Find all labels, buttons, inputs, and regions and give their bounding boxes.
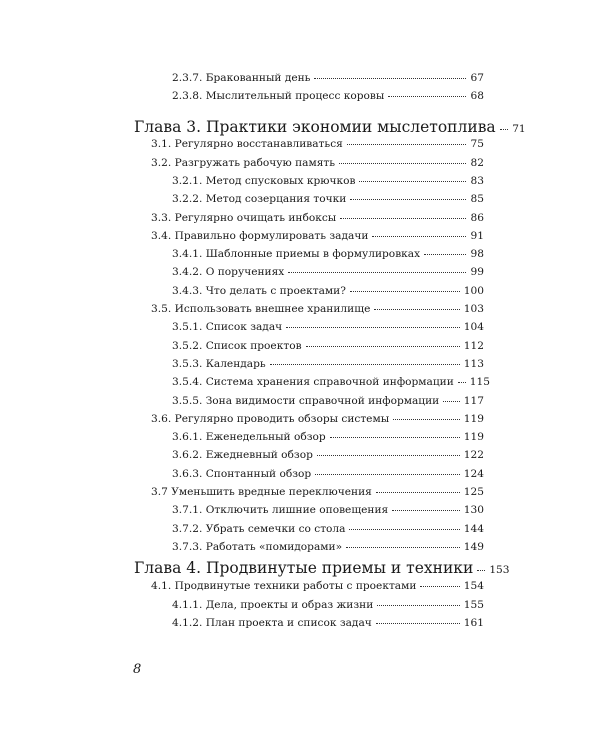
toc-entry-title: 4.1. Продвинутые техники работы с проектами [151,580,417,592]
toc-entry-title: 3.2.1. Метод спусковых крючков [172,175,356,187]
toc-entry-page: 161 [463,617,484,629]
dot-leader [340,218,466,219]
toc-entry-title: 3.1. Регулярно восстанавливаться [151,138,343,150]
toc-entry-page: 154 [463,580,484,592]
page-number: 8 [133,662,142,677]
toc-entry-title: Глава 4. Продвинутые приемы и техники [134,559,474,577]
toc-entry [151,484,484,500]
toc-entry-title: 3.5. Использовать внешнее хранилище [151,303,371,315]
toc-entry [172,264,484,280]
dot-leader [350,291,460,292]
toc-entry [172,429,484,445]
toc-entry-page: 112 [463,340,484,352]
dot-leader [392,510,460,511]
toc-entry-title: 3.5.5. Зона видимости справочной информации [172,395,440,407]
toc-entry-page: 86 [470,212,484,224]
toc-entry-page: 104 [463,321,484,333]
dot-leader [286,327,460,328]
toc-entry [151,301,484,317]
toc-entry-title: 3.5.2. Список проектов [172,340,302,352]
toc-entry-title: 3.5.1. Список задач [172,321,283,333]
toc-entry-title: 3.7.2. Убрать семечки со стола [172,523,346,535]
toc-entry [172,393,484,409]
toc-entry-title: 3.7.3. Работать «помидорами» [172,541,343,553]
toc-entry [151,210,484,226]
dot-leader [424,254,466,255]
toc-entry-page: 125 [463,486,484,498]
dot-leader [377,605,460,606]
toc-entry [172,173,484,189]
dot-leader [330,437,460,438]
toc-entry-page: 124 [463,468,484,480]
toc-entry-page: 67 [470,72,484,84]
toc-entry [172,521,484,537]
toc-entry-title: 3.4.2. О поручениях [172,266,285,278]
dot-leader [372,236,466,237]
dot-leader [359,181,466,182]
toc-entry [151,136,484,152]
toc-entry [172,447,484,463]
toc-entry-title: 3.6.1. Еженедельный обзор [172,431,326,443]
toc-entry-title: 3.3. Регулярно очищать инбоксы [151,212,337,224]
toc-entry [172,356,484,372]
toc-entry-title: 2.3.8. Мыслительный процесс коровы [172,90,385,102]
toc-entry-title: 3.4. Правильно формулировать задачи [151,230,369,242]
dot-leader [288,272,466,273]
toc-entry [172,88,484,104]
toc-entry-title: 4.1.2. План проекта и список задач [172,617,372,629]
dot-leader [306,346,460,347]
dot-leader [317,455,460,456]
toc-entry-title: 3.2. Разгружать рабочую память [151,157,336,169]
toc-entry [172,246,484,262]
dot-leader [346,547,460,548]
dot-leader [347,144,466,145]
dot-leader [374,309,459,310]
toc-entry-page: 71 [512,123,526,135]
toc-entry [172,597,484,613]
dot-leader [420,586,459,587]
toc-entry-title: 3.4.1. Шаблонные приемы в формулировках [172,248,421,260]
toc-entry-page: 119 [463,431,484,443]
dot-leader [376,492,460,493]
dot-leader [458,382,466,383]
toc-entry-page: 122 [463,449,484,461]
toc-entry-title: 3.4.3. Что делать с проектами? [172,285,346,297]
toc-entry-title: 3.6.3. Спонтанный обзор [172,468,312,480]
toc-entry [172,615,484,631]
toc-entry [172,338,484,354]
dot-leader [477,570,485,571]
toc-entry [151,155,484,171]
toc-chapter [134,558,510,580]
toc-entry-title: 3.7.1. Отключить лишние оповещения [172,504,389,516]
toc-entry [151,578,484,594]
dot-leader [339,163,466,164]
toc-entry-title: 3.6.2. Ежедневный обзор [172,449,313,461]
toc-entry-page: 68 [470,90,484,102]
toc-entry-page: 91 [470,230,484,242]
toc-entry-page: 99 [470,266,484,278]
toc-entry-page: 119 [463,413,484,425]
toc-entry-page: 115 [469,376,491,388]
dot-leader [388,96,466,97]
toc-entry [172,283,484,299]
toc-entry-page: 144 [463,523,484,535]
toc-entry-page: 155 [463,599,484,611]
toc-entry [172,466,484,482]
toc-entry [172,374,491,390]
toc-entry-title: 4.1.1. Дела, проекты и образ жизни [172,599,374,611]
dot-leader [500,129,508,130]
dot-leader [270,364,460,365]
toc-entry [172,191,484,207]
toc-entry-page: 83 [470,175,484,187]
toc-entry [151,411,484,427]
toc-entry-page: 75 [470,138,484,150]
dot-leader [376,623,460,624]
dot-leader [349,529,459,530]
toc-entry-title: Глава 3. Практики экономии мыслетоплива [134,118,496,136]
toc-entry-title: 3.5.4. Система хранения справочной информации [172,376,454,388]
toc-entry-page: 153 [489,564,510,576]
toc-entry-title: 3.6. Регулярно проводить обзоры системы [151,413,390,425]
toc-entry [172,539,484,555]
toc-entry [172,70,484,86]
toc-entry-title: 3.5.3. Календарь [172,358,266,370]
toc-entry-page: 117 [463,395,484,407]
toc-entry [151,228,484,244]
dot-leader [314,78,466,79]
dot-leader [350,199,466,200]
toc-entry-title: 3.7 Уменьшить вредные переключения [151,486,372,498]
toc-entry [172,502,484,518]
toc-entry-page: 85 [470,193,484,205]
dot-leader [315,474,460,475]
dot-leader [443,401,460,402]
toc-entry-page: 100 [463,285,484,297]
toc-entry-page: 103 [463,303,484,315]
toc-entry-page: 130 [463,504,484,516]
toc-entry-page: 82 [470,157,484,169]
toc-entry [172,319,484,335]
toc-entry-title: 3.2.2. Метод созерцания точки [172,193,347,205]
dot-leader [393,419,460,420]
toc-entry-page: 149 [463,541,484,553]
toc-entry-page: 113 [463,358,484,370]
toc-entry-title: 2.3.7. Бракованный день [172,72,311,84]
toc-entry-page: 98 [470,248,484,260]
